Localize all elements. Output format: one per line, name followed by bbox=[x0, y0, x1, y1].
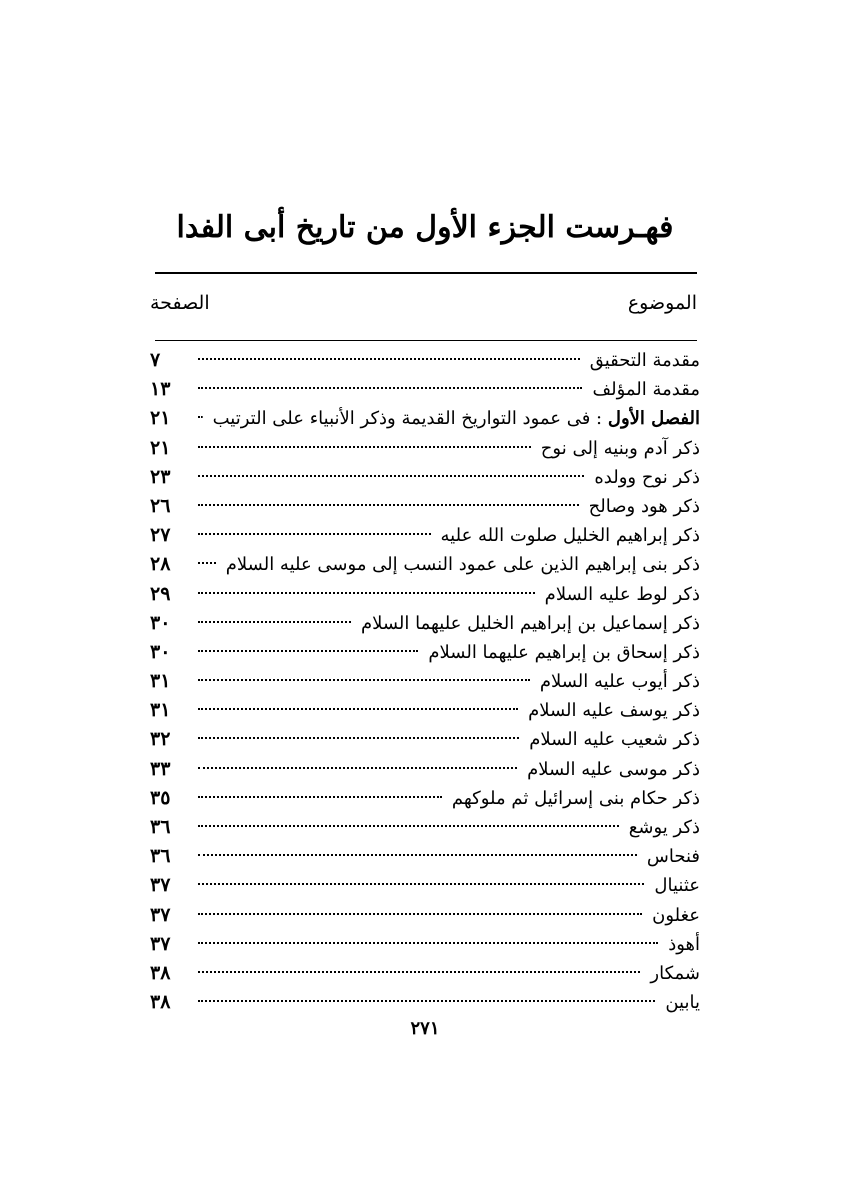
toc-entry-page: ٣١ bbox=[150, 699, 171, 722]
toc-entry-title: ذكر لوط عليه السلام bbox=[544, 583, 700, 605]
toc-entry-title: ذكر إسماعيل بن إبراهيم الخليل عليهما السلام bbox=[360, 612, 700, 634]
toc-entry-page: ٢١ bbox=[150, 407, 171, 430]
dot-leader bbox=[198, 446, 531, 448]
toc-entry-title: ذكر آدم وبنيه إلى نوح bbox=[540, 437, 700, 459]
dot-leader bbox=[198, 737, 519, 739]
top-rule bbox=[155, 272, 697, 274]
toc-entry-page: ٣٢ bbox=[150, 728, 171, 751]
page-column-header: الصفحة bbox=[150, 292, 210, 314]
toc-entry-page: ٢٧ bbox=[150, 524, 171, 547]
toc-entry-page: ٣٧ bbox=[150, 903, 171, 926]
toc-entry-page: ٢٩ bbox=[150, 582, 171, 605]
dot-leader bbox=[198, 854, 637, 856]
toc-entry bbox=[150, 667, 700, 696]
dot-leader bbox=[198, 358, 580, 360]
toc-entry bbox=[150, 550, 700, 579]
toc-entry-title: شمكار bbox=[650, 962, 700, 984]
toc-entry bbox=[150, 755, 700, 784]
toc-entry bbox=[150, 725, 700, 754]
page-number: ٢٧١ bbox=[410, 1018, 440, 1039]
dot-leader bbox=[198, 504, 579, 506]
toc-entry-page: ١٣ bbox=[150, 378, 171, 401]
dot-leader bbox=[198, 592, 535, 594]
toc-entry-page: ٣٨ bbox=[150, 991, 171, 1014]
toc-entry-page: ٧ bbox=[150, 349, 161, 371]
toc-entry-page: ٣٠ bbox=[150, 640, 171, 663]
dot-leader bbox=[198, 767, 517, 769]
toc-entry bbox=[150, 813, 700, 842]
toc-entry bbox=[150, 434, 700, 463]
dot-leader bbox=[198, 942, 658, 944]
toc-entry-title: ذكر شعيب عليه السلام bbox=[529, 729, 700, 751]
topic-column-header: الموضوع bbox=[627, 292, 697, 314]
toc-entry bbox=[150, 871, 700, 900]
toc-entry bbox=[150, 842, 700, 871]
toc-entry-page: ٢٨ bbox=[150, 553, 171, 576]
toc-entry-title: فنحاس bbox=[646, 846, 700, 868]
toc-entry-title: عثنيال bbox=[654, 875, 700, 897]
toc-entry-page: ٣١ bbox=[150, 670, 171, 693]
toc-entry-title: ذكر إسحاق بن إبراهيم عليهما السلام bbox=[428, 641, 700, 663]
dot-leader bbox=[198, 621, 351, 623]
dot-leader bbox=[198, 796, 442, 798]
toc-entry-title: ذكر يوسف عليه السلام bbox=[528, 700, 700, 722]
toc-entry-title: ذكر موسى عليه السلام bbox=[527, 758, 700, 780]
toc-entry-page: ٣٥ bbox=[150, 786, 171, 809]
toc-entry-title: ذكر هود وصالح bbox=[588, 495, 700, 517]
toc-entry bbox=[150, 609, 700, 638]
toc-entry bbox=[150, 404, 700, 433]
toc-entry bbox=[150, 375, 700, 404]
toc-entry-title: عغلون bbox=[652, 904, 700, 926]
toc-entry-title: ذكر حكام بنى إسرائيل ثم ملوكهم bbox=[451, 787, 700, 809]
dot-leader bbox=[198, 387, 582, 389]
dot-leader bbox=[198, 971, 640, 973]
toc-entry bbox=[150, 638, 700, 667]
dot-leader bbox=[198, 883, 644, 885]
toc-entry-page: ٣٨ bbox=[150, 961, 171, 984]
dot-leader bbox=[198, 1000, 655, 1002]
toc-entry-title: ذكر أيوب عليه السلام bbox=[539, 671, 700, 693]
toc-entry bbox=[150, 784, 700, 813]
toc-entry-title: أهوذ bbox=[668, 933, 700, 955]
toc-entry bbox=[150, 521, 700, 550]
toc-entry bbox=[150, 930, 700, 959]
toc-entry-title: ذكر إبراهيم الخليل صلوت الله عليه bbox=[440, 525, 700, 547]
toc-entry-title: يابين bbox=[665, 992, 700, 1014]
toc-entry-page: ٣٦ bbox=[150, 845, 171, 868]
toc-entry-title: الفصل الأول bbox=[607, 408, 700, 430]
toc-entry-title: ذكر نوح وولده bbox=[594, 466, 700, 488]
toc-entry bbox=[150, 696, 700, 725]
dot-leader bbox=[198, 679, 530, 681]
dot-leader bbox=[198, 416, 203, 418]
toc-list bbox=[150, 346, 700, 1017]
toc-entry bbox=[150, 580, 700, 609]
header-rule bbox=[155, 340, 697, 341]
toc-entry-title-wrapper bbox=[207, 404, 700, 433]
toc-entry-page: ٣٧ bbox=[150, 932, 171, 955]
toc-entry-page: ٣٠ bbox=[150, 611, 171, 634]
toc-entry-page: ٢٦ bbox=[150, 494, 171, 517]
dot-leader bbox=[198, 533, 431, 535]
toc-entry bbox=[150, 346, 700, 375]
toc-entry-title: مقدمة التحقيق bbox=[589, 350, 700, 371]
dot-leader bbox=[198, 913, 642, 915]
dot-leader bbox=[198, 475, 584, 477]
toc-entry bbox=[150, 901, 700, 930]
page-title: فهـرست الجزء الأول من تاريخ أبى الفدا bbox=[176, 210, 674, 245]
dot-leader bbox=[198, 708, 518, 710]
dot-leader bbox=[198, 650, 418, 652]
dot-leader bbox=[198, 562, 216, 564]
toc-entry-page: ٣٦ bbox=[150, 816, 171, 838]
toc-entry bbox=[150, 492, 700, 521]
toc-entry-page: ٢٣ bbox=[150, 465, 171, 488]
toc-entry bbox=[150, 959, 700, 988]
toc-entry bbox=[150, 463, 700, 492]
dot-leader bbox=[198, 825, 619, 827]
toc-entry-page: ٣٧ bbox=[150, 874, 171, 897]
toc-entry-subtitle: : فى عمود التواريخ القديمة وذكر الأنبياء على الترتيب bbox=[212, 408, 608, 430]
toc-entry-title: مقدمة المؤلف bbox=[592, 379, 700, 401]
toc-entry-page: ٢١ bbox=[150, 436, 171, 459]
toc-entry-page: ٣٣ bbox=[150, 757, 171, 780]
toc-entry bbox=[150, 988, 700, 1017]
toc-entry-title: ذكر بنى إبراهيم الذين على عمود النسب إلى موسى عليه السلام bbox=[225, 554, 700, 576]
toc-entry-title: ذكر يوشع bbox=[628, 817, 700, 838]
